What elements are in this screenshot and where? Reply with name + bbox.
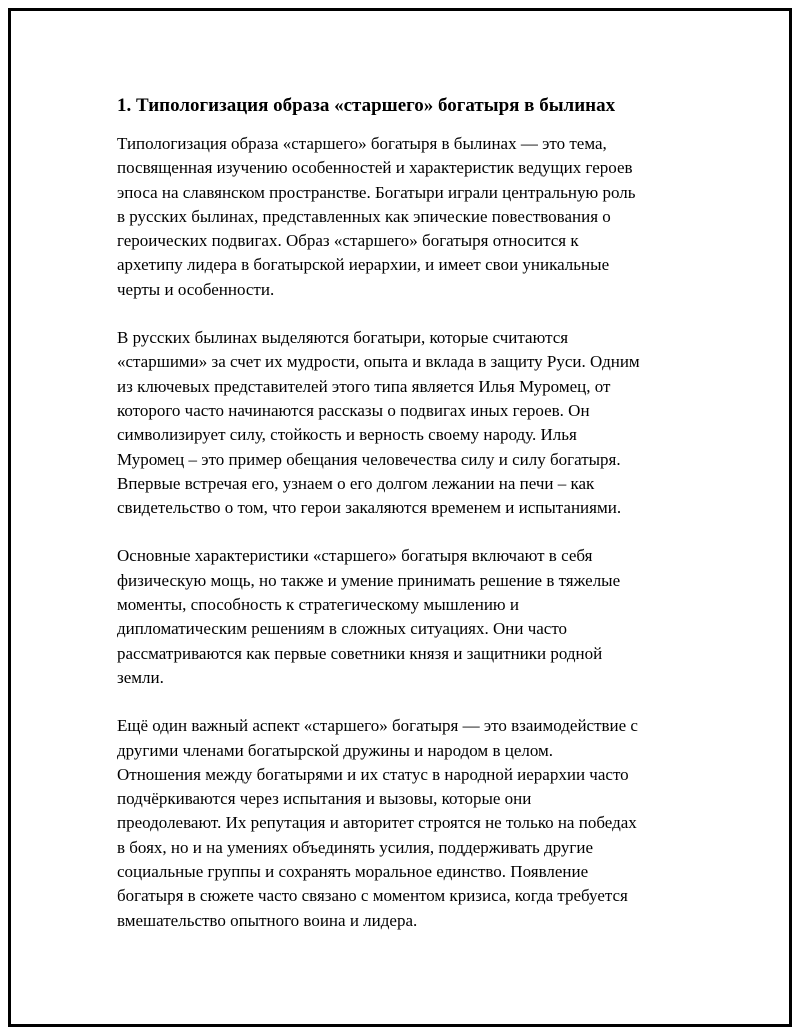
text-line: земли.: [117, 667, 164, 687]
text-line: подчёркиваются через испытания и вызовы, которые они: [117, 789, 532, 809]
text-line: которого часто начинаются рассказы о подвигах иных героев. Он: [117, 400, 590, 420]
text-line: эпоса на славянском пространстве. Богатыри играли центральную роль: [117, 182, 636, 202]
paragraph-1: [117, 132, 687, 302]
text-line: В русских былинах выделяются богатыри, которые считаются: [117, 328, 569, 348]
text-line: другими членами богатырской дружины и народом в целом.: [117, 740, 554, 760]
text-line: свидетельство о том, что герои закаляются временем и испытаниями.: [117, 498, 622, 518]
text-line: посвященная изучению особенностей и характеристик ведущих героев: [117, 158, 633, 178]
document-body: [117, 92, 687, 957]
text-line: символизирует силу, стойкость и верность своему народу. Илья: [117, 425, 577, 445]
text-line: Ещё один важный аспект «старшего» богатыря — это взаимодействие с: [117, 716, 638, 736]
text-line: социальные группы и сохранять моральное единство. Появление: [117, 862, 589, 882]
text-line: в русских былинах, представленных как эпические повествования о: [117, 206, 611, 226]
text-line: «старшими» за счет их мудрости, опыта и вклада в защиту Руси. Одним: [117, 352, 640, 372]
text-line: Муромец – это пример обещания человечества силу и силу богатыря.: [117, 449, 621, 469]
paragraph-4: [117, 714, 687, 933]
text-line: черты и особенности.: [117, 279, 275, 299]
text-line: Впервые встречая его, узнаем о его долгом лежании на печи – как: [117, 473, 595, 493]
text-line: физическую мощь, но также и умение принимать решение в тяжелые: [117, 570, 621, 590]
text-line: дипломатическим решениям в сложных ситуациях. Они часто: [117, 619, 568, 639]
text-line: героических подвигах. Образ «старшего» богатыря относится к: [117, 231, 579, 251]
text-line: из ключевых представителей этого типа является Илья Муромец, от: [117, 376, 611, 396]
text-line: Типологизация образа «старшего» богатыря в былинах — это тема,: [117, 134, 607, 153]
text-line: Основные характеристики «старшего» богатыря включают в себя: [117, 546, 593, 566]
text-line: преодолевают. Их репутация и авторитет строятся не только на победах: [117, 813, 637, 833]
text-line: рассматриваются как первые советники князя и защитники родной: [117, 643, 603, 663]
paragraph-2: [117, 326, 687, 520]
section-heading: 1. Типологизация образа «старшего» богатыря в былинах: [117, 95, 616, 116]
text-line: Отношения между богатырями и их статус в народной иерархии часто: [117, 764, 629, 784]
text-line: богатыря в сюжете часто связано с моментом кризиса, когда требуется: [117, 886, 628, 906]
text-line: в боях, но и на умениях объединять усилия, поддерживать другие: [117, 837, 594, 857]
paragraph-3: [117, 544, 687, 690]
text-line: моменты, способность к стратегическому мышлению и: [117, 595, 519, 615]
text-line: архетипу лидера в богатырской иерархии, и имеет свои уникальные: [117, 255, 610, 275]
text-line: вмешательство опытного воина и лидера.: [117, 910, 418, 930]
